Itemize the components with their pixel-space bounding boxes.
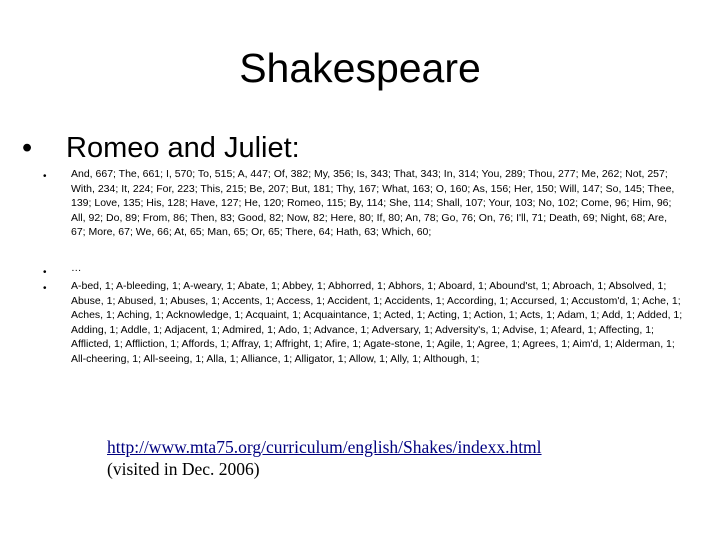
source-citation bbox=[107, 436, 542, 480]
list-bullet: • bbox=[43, 171, 47, 182]
list-bullet: • bbox=[43, 267, 47, 278]
visited-note: (visited in Dec. 2006) bbox=[107, 459, 260, 479]
list-bullet: • bbox=[43, 283, 47, 294]
ellipsis-item: … bbox=[71, 262, 82, 274]
word-frequency-bottom: A-bed, 1; A-bleeding, 1; A-weary, 1; Abate, 1; Abbey, 1; Abhorred, 1; Abhors, 1; Aboard, 1; Abound'st, 1; Abroach, 1; Absolved, 1; Abuse, 1; Abused, 1; Abuses, 1; Accents, 1; Access, 1; Accident, 1; Accidents, 1; According, 1; Accursed, 1; Accustom'd, 1; Ache, 1; Aches, 1; Aching, 1; Acknowledge, 1; Acquaint, 1; Acquaintance, 1; Acted, 1; Acting, 1; Action, 1; Acts, 1; Adam, 1; Add, 1; Added, 1; Adding, 1; Addle, 1; Adjacent, 1; Admired, 1; Ado, 1; Advance, 1; Adversary, 1; Adversity's, 1; Advise, 1; Afeard, 1; Affecting, 1; Afflicted, 1; Affliction, 1; Affords, 1; Affray, 1; Affright, 1; Afire, 1; Agate-stone, 1; Agile, 1; Agree, 1; Agrees, 1; Aim'd, 1; Alderman, 1; All-cheering, 1; All-seeing, 1; Alla, 1; Alliance, 1; Alligator, 1; Allow, 1; Ally, 1; Although, 1; bbox=[71, 280, 683, 365]
source-link[interactable]: http://www.mta75.org/curriculum/english/Shakes/indexx.html bbox=[107, 437, 542, 457]
section-heading bbox=[22, 130, 300, 166]
heading-bullet: • bbox=[22, 132, 33, 164]
heading-text: Romeo and Juliet: bbox=[66, 132, 300, 164]
word-frequency-top: And, 667; The, 661; I, 570; To, 515; A, 447; Of, 382; My, 356; Is, 343; That, 343; In, 314; You, 289; Thou, 277; Me, 262; Not, 257; With, 234; It, 224; For, 223; This, 215; Be, 207; But, 181; Thy, 167; What, 163; O, 160; As, 156; Her, 150; Will, 147; So, 145; Thee, 139; Love, 135; His, 128; Have, 127; He, 120; Romeo, 115; By, 114; She, 114; Shall, 107; Your, 103; No, 102; Come, 96; Him, 96; All, 92; Do, 89; From, 86; Then, 83; Good, 82; Now, 82; Here, 80; If, 80; An, 78; Go, 76; On, 76; I'll, 71; Death, 69; Night, 68; Are, 67; More, 67; We, 66; At, 65; Man, 65; Or, 65; There, 64; Hath, 63; Which, 60; bbox=[71, 168, 675, 239]
slide-title: Shakespeare bbox=[239, 45, 481, 91]
